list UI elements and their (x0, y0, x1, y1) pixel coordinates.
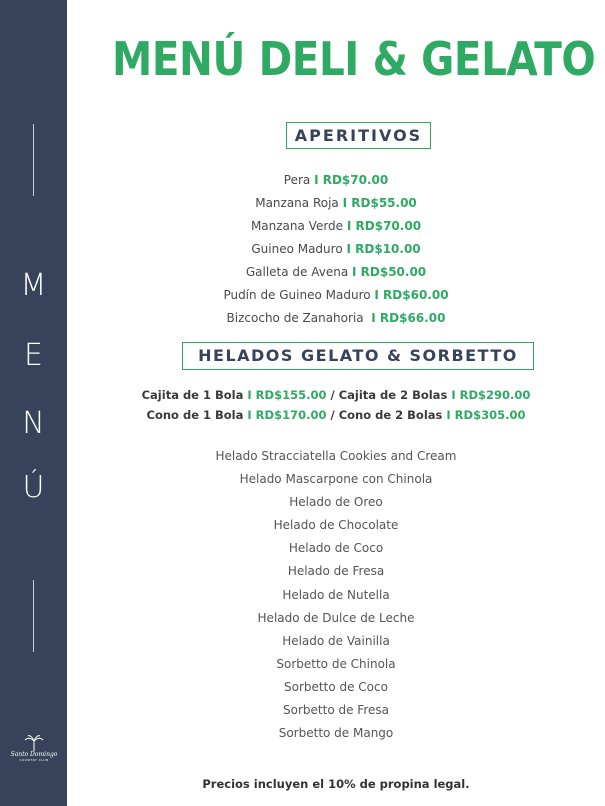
flavor-list (67, 445, 605, 745)
club-logo (8, 735, 60, 762)
list-item (67, 261, 605, 284)
sidebar-divider-bottom (33, 580, 34, 652)
item-name: Bizcocho de Zanahoria (226, 311, 368, 325)
item-price: I RD$50.00 (352, 265, 427, 279)
list-item: Helado de Dulce de Leche (257, 610, 415, 625)
list-item: Helado de Fresa (287, 564, 385, 579)
size-name: Cono de 1 Bola (146, 408, 244, 422)
item-name: Manzana Verde (250, 219, 344, 233)
size-price: I RD$305.00 (446, 408, 526, 422)
list-item: Helado de Nutella (282, 587, 390, 602)
list-item: Helado de Coco (288, 541, 384, 556)
item-name: Pudín de Guineo Maduro (223, 288, 371, 302)
logo-subtitle: COUNTRY CLUB (19, 758, 49, 762)
item-price: I RD$70.00 (314, 173, 389, 187)
list-item (67, 307, 605, 330)
list-item: Helado de Chocolate (273, 518, 399, 533)
item-price: I RD$66.00 (371, 311, 446, 325)
size-prices (67, 385, 605, 425)
list-item: Helado de Oreo (289, 495, 383, 510)
separator: / (330, 408, 335, 422)
logo-script: Santo Domingo (10, 751, 58, 758)
aperitivos-list (67, 169, 605, 330)
sidebar-letter: N (22, 406, 45, 441)
size-name: Cajita de 1 Bola (141, 388, 244, 402)
item-name: Manzana Roja (255, 196, 339, 210)
list-item (67, 192, 605, 215)
item-price: I RD$10.00 (346, 242, 421, 256)
sidebar-divider-top (33, 124, 34, 196)
item-name: Guineo Maduro (251, 242, 343, 256)
item-name: Pera (283, 173, 311, 187)
sidebar-letter: E (24, 338, 43, 373)
page-title: MENÚ DELI & GELATO (112, 32, 596, 86)
list-item: Helado de Vainilla (282, 633, 390, 648)
size-price-row (67, 385, 605, 405)
list-item: Sorbetto de Chinola (276, 656, 396, 671)
item-price: I RD$55.00 (342, 196, 417, 210)
size-price-row (67, 405, 605, 425)
list-item (67, 169, 605, 192)
list-item (67, 215, 605, 238)
list-item: Sorbetto de Fresa (283, 703, 389, 718)
size-name: Cajita de 2 Bolas (338, 388, 448, 402)
list-item: Sorbetto de Coco (284, 679, 388, 694)
sidebar-letter: M (20, 268, 47, 303)
list-item: Helado Stracciatella Cookies and Cream (215, 449, 457, 463)
item-price: I RD$70.00 (346, 219, 422, 233)
palm-tree-icon (24, 735, 44, 751)
size-price: I RD$290.00 (451, 388, 531, 402)
size-price: I RD$170.00 (247, 408, 327, 422)
sidebar-letter: Ú (22, 470, 45, 505)
item-name: Galleta de Avena (245, 265, 349, 279)
section-heading-helados: HELADOS GELATO & SORBETTO (182, 342, 534, 370)
sidebar (0, 0, 67, 806)
list-item (67, 284, 605, 307)
size-price: I RD$155.00 (247, 388, 327, 402)
list-item: Helado Mascarpone con Chinola (239, 472, 433, 487)
item-price: I RD$60.00 (374, 288, 449, 302)
size-name: Cono de 2 Bolas (338, 408, 443, 422)
list-item (67, 238, 605, 261)
section-heading-aperitivos: APERITIVOS (286, 122, 431, 149)
separator: / (330, 388, 335, 402)
footer-note: Precios incluyen el 10% de propina legal. (202, 777, 470, 791)
list-item: Sorbetto de Mango (278, 726, 394, 741)
